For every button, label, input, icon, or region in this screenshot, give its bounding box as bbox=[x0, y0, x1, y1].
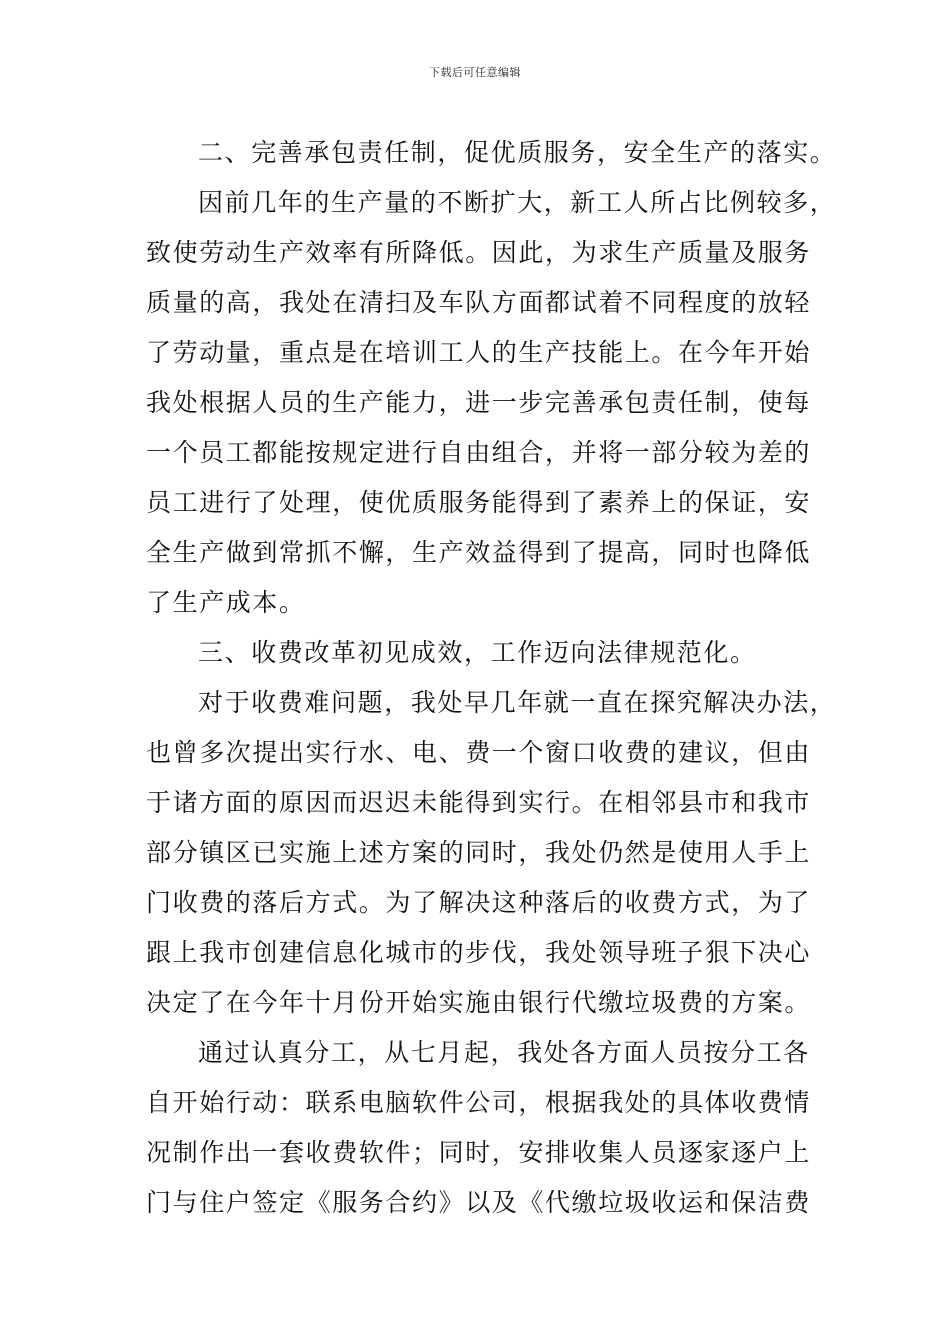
document-body bbox=[146, 128, 837, 1228]
paragraph-line: 了生产成本。 bbox=[146, 588, 306, 617]
paragraph-line: 决定了在今年十月份开始实施由银行代缴垃圾费的方案。 bbox=[146, 988, 812, 1017]
paragraph-line: 自开始行动：联系电脑软件公司，根据我处的具体收费情 bbox=[146, 1088, 812, 1117]
paragraph-line: 部分镇区已实施上述方案的同时，我处仍然是使用人手上 bbox=[146, 838, 812, 867]
paragraph-line: 致使劳动生产效率有所降低。因此，为求生产质量及服务 bbox=[146, 238, 812, 267]
paragraph-line: 门与住户签定《服务合约》以及《代缴垃圾收运和保洁费 bbox=[146, 1188, 812, 1217]
paragraph-line: 通过认真分工，从七月起，我处各方面人员按分工各 bbox=[198, 1038, 810, 1067]
paragraph-line: 我处根据人员的生产能力，进一步完善承包责任制，使每 bbox=[146, 388, 812, 417]
section-heading-3: 三、收费改革初见成效，工作迈向法律规范化。 bbox=[198, 638, 757, 667]
paragraph-line: 全生产做到常抓不懈，生产效益得到了提高，同时也降低 bbox=[146, 538, 812, 567]
paragraph-line: 也曾多次提出实行水、电、费一个窗口收费的建议，但由 bbox=[146, 738, 812, 767]
paragraph-line: 对于收费难问题，我处早几年就一直在探究解决办法， bbox=[198, 688, 837, 717]
paragraph-line: 一个员工都能按规定进行自由组合，并将一部分较为差的 bbox=[146, 438, 812, 467]
paragraph-line: 于诸方面的原因而迟迟未能得到实行。在相邻县市和我市 bbox=[146, 788, 812, 817]
paragraph-line: 门收费的落后方式。为了解决这种落后的收费方式，为了 bbox=[146, 888, 812, 917]
paragraph-line: 了劳动量，重点是在培训工人的生产技能上。在今年开始 bbox=[146, 338, 812, 367]
paragraph-line: 员工进行了处理，使优质服务能得到了素养上的保证，安 bbox=[146, 488, 812, 517]
section-heading-2: 二、完善承包责任制，促优质服务，安全生产的落实。 bbox=[198, 138, 837, 167]
paragraph-line: 因前几年的生产量的不断扩大，新工人所占比例较多， bbox=[198, 188, 837, 217]
paragraph-line: 跟上我市创建信息化城市的步伐，我处领导班子狠下决心 bbox=[146, 938, 812, 967]
page-header: 下载后可任意编辑 bbox=[429, 66, 521, 79]
paragraph-line: 况制作出一套收费软件；同时，安排收集人员逐家逐户上 bbox=[146, 1138, 812, 1167]
paragraph-line: 质量的高，我处在清扫及车队方面都试着不同程度的放轻 bbox=[146, 288, 812, 317]
